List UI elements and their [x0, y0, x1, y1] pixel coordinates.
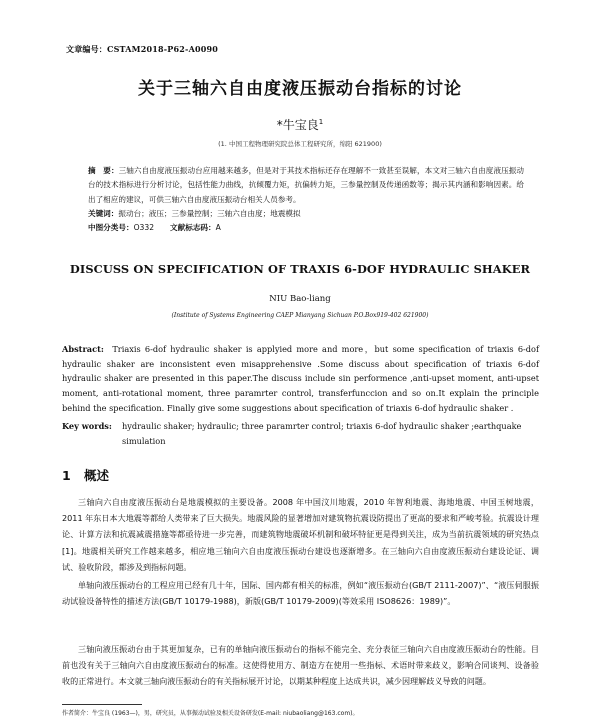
document-code-label: 文献标志码：	[170, 223, 216, 232]
english-author: NIU Bao-liang	[269, 294, 331, 304]
english-title: DISCUSS ON SPECIFICATION OF TRAXIS 6-DOF HYDRAULIC SHAKER	[69, 262, 531, 276]
chinese-keywords	[88, 207, 524, 221]
chinese-keywords-label: 关键词：	[88, 209, 119, 218]
chinese-abstract-label: 摘 要：	[88, 166, 119, 175]
english-keywords-label: Key words:	[62, 421, 112, 431]
chinese-keywords-text: 振动台；液压；三参量控制；三轴六自由度；地震模拟	[118, 209, 301, 218]
author-footnote: 作者简介：牛宝良 (1963—)，男，研究员，从事振动试验及相关设备研发(E-mail: niubaoliang@163.com)。	[62, 710, 359, 717]
english-affiliation: (Institute of Systems Engineering CAEP Mianyang Sichuan P.O.Box919-402 621900)	[171, 312, 429, 319]
section-number: 1	[62, 468, 71, 483]
chinese-author	[0, 116, 600, 133]
class-number-label: 中图分类号：	[88, 223, 134, 232]
chinese-title: 关于三轴六自由度液压振动台指标的讨论	[138, 79, 462, 99]
class-number-value: O332	[133, 223, 155, 232]
document-code-value: A	[215, 223, 221, 232]
section-title: 概述	[84, 468, 110, 483]
body-paragraph: 三轴向液压振动台由于其更加复杂，已有的单轴向液压振动台的指标不能完全、充分表征三轴向六自由度液压振动台的性能。目前也没有关于三轴向六自由度液压振动台的标准。这使得使用方、制造方在使用一些指标、术语时带来歧义，影响合同谈判、设备验收的正常进行。本文就三轴向液压振动台的有关指标展开讨论，以期某种程度上达成共识，减少因理解歧义导致的问题。	[62, 644, 539, 687]
chinese-author-name: *牛宝良	[276, 118, 319, 132]
english-abstract	[62, 342, 539, 416]
body-paragraph: 三轴向六自由度液压振动台是地震模拟的主要设备。2008 年中国汶川地震，2010 年智利地震、海地地震、中国玉树地震，2011 年东日本大地震等都给人类带来了巨大损失。地震风险的显著增加对建筑物抗震设防提出了更高的要求和严峻考验。抗震设计理论、计算方法和抗震减震措施等都亟待进一步完善，而建筑物地震破坏机制和破坏特征更是得到关注，成为当前抗震领域的研究热点[1]。地震相关研究工作越来越多，相应地三轴向六自由度液压振动台建设也逐渐增多。在三轴向六自由度液压振动台建设论证、调试、验收阶段，都涉及到指标问题。	[62, 497, 539, 572]
chinese-affiliation: (1. 中国工程物理研究院总体工程研究所，绵阳 621900)	[218, 140, 382, 148]
english-abstract-text: Triaxis 6-dof hydraulic shaker is applyied more and more，but some specification of triaxis 6-dof hydraulic shaker are inconsistent even misapprehensive .Some discuss about specification of triaxis 6-dof hydraulic shaker are presented in this paper.The discuss include sin performence ,anti-upset moment, anti-upset moment, anti-rotational moment, three paramrter control, transferfunccion and so on.It explain the principle behind the specification. Finally give some suggestions about specification of triaxis 6-dof hydraulic shaker .	[62, 344, 539, 413]
chinese-abstract	[88, 164, 524, 207]
english-keywords-text: hydraulic shaker; hydraulic; three paramrter control; triaxis 6-dof hydraulic shaker ;earthquake simulation	[122, 421, 522, 446]
section-heading	[62, 466, 109, 484]
english-keywords	[62, 419, 539, 448]
classification-line	[88, 221, 524, 235]
chinese-author-superscript: 1	[318, 118, 324, 126]
body-paragraph: 单轴向液压振动台的工程应用已经有几十年，国际、国内都有相关的标准，例如“液压振动台(GB/T 2111-2007)”、“液压伺服振动试验设备特性的描述方法(GB/T 10179-1988)，新版(GB/T 10179-2009)(等效采用 ISO8626：1989)”。	[62, 580, 539, 607]
chinese-abstract-text: 三轴六自由度液压振动台应用越来越多，但是对于其技术指标还存在理解不一致甚至误解，本文对三轴六自由度液压振动台的技术指标进行分析讨论，包括性能力曲线，抗倾覆力矩，抗偏转力矩，三参量控制及传递函数等；揭示其内涵和影响因素。给出了相应的建议，可供三轴六自由度液压振动台相关人员参考。	[88, 166, 525, 204]
article-number: 文章编号：CSTAM2018-P62-A0090	[66, 44, 219, 54]
english-abstract-label: Abstract:	[62, 344, 104, 354]
footnote-divider	[62, 704, 142, 705]
